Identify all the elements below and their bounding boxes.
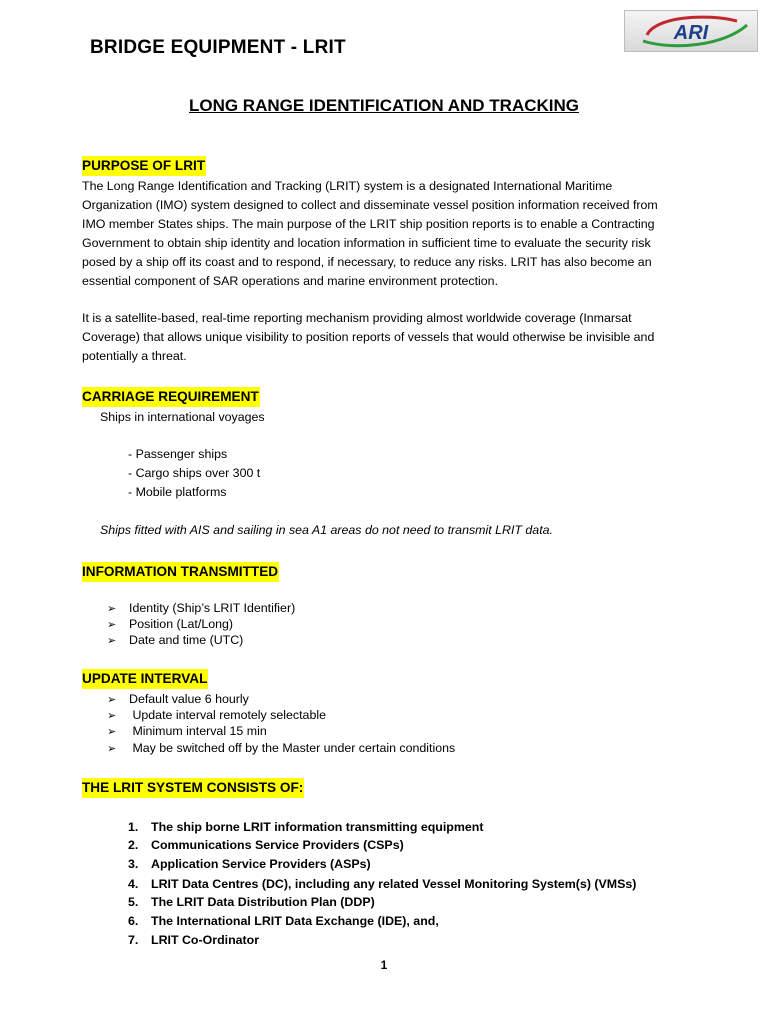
arrow-bullet-icon: ➢ <box>107 743 117 755</box>
carriage-item: - Passenger ships <box>128 447 228 461</box>
arrow-bullet-icon: ➢ <box>107 694 117 706</box>
list-item: ➢ Position (Lat/Long) <box>107 616 233 634</box>
list-item: ➢ Identity (Ship’s LRIT Identifier) <box>107 600 295 618</box>
arrow-bullet-icon: ➢ <box>107 726 117 738</box>
section-heading-purpose: PURPOSE OF LRIT <box>82 156 206 176</box>
page-title: BRIDGE EQUIPMENT - LRIT <box>90 37 346 58</box>
page-number: 1 <box>380 958 388 972</box>
list-item: ➢ Minimum interval 15 min <box>107 723 267 741</box>
numbered-item: 1. The ship borne LRIT information transmitting equipment <box>128 820 484 834</box>
numbered-item: 4. LRIT Data Centres (DC), including any related Vessel Monitoring System(s) (VMSs) <box>128 877 637 891</box>
numbered-item: 7. LRIT Co-Ordinator <box>128 933 260 947</box>
arrow-bullet-icon: ➢ <box>107 619 117 631</box>
list-item: ➢ Date and time (UTC) <box>107 632 243 650</box>
purpose-paragraph-2: It is a satellite-based, real-time reporting mechanism providing almost worldwide coverage (Inmarsat Coverage) that allows unique visibility to position reports of vessels that would otherwise be invisible and potentially a threat. <box>82 311 655 363</box>
ari-logo <box>624 10 758 52</box>
section-heading-update: UPDATE INTERVAL <box>82 669 208 689</box>
page-subtitle: LONG RANGE IDENTIFICATION AND TRACKING <box>188 96 580 115</box>
logo-text: ARI <box>673 22 709 44</box>
carriage-item: - Mobile platforms <box>128 485 227 499</box>
numbered-item: 5. The LRIT Data Distribution Plan (DDP) <box>128 895 375 909</box>
carriage-item: - Cargo ships over 300 t <box>128 466 261 480</box>
purpose-paragraph-1: The Long Range Identification and Tracking (LRIT) system is a designated International Maritime Organization (IMO) system designed to collect and disseminate vessel position information received from IMO member States ships. The main purpose of the LRIT ship position reports is to enable a Contracting Government to obtain ship identity and location information in sufficient time to evaluate the security risk posed by a ship off its coast and to respond, if necessary, to reduce any risks. LRIT has also become an essential component of SAR operations and marine environment protection. <box>82 179 658 288</box>
arrow-bullet-icon: ➢ <box>107 635 117 647</box>
carriage-intro: Ships in international voyages <box>100 410 265 424</box>
list-item: ➢ Update interval remotely selectable <box>107 707 326 725</box>
list-item: ➢ Default value 6 hourly <box>107 691 249 709</box>
arrow-bullet-icon: ➢ <box>107 710 117 722</box>
section-heading-information: INFORMATION TRANSMITTED <box>82 562 279 582</box>
carriage-note: Ships fitted with AIS and sailing in sea A1 areas do not need to transmit LRIT data. <box>100 523 553 537</box>
section-heading-system: THE LRIT SYSTEM CONSISTS OF: <box>82 778 304 798</box>
arrow-bullet-icon: ➢ <box>107 603 117 615</box>
list-item: ➢ May be switched off by the Master under certain conditions <box>107 740 455 758</box>
numbered-item: 6. The International LRIT Data Exchange (IDE), and, <box>128 914 439 928</box>
numbered-item: 3. Application Service Providers (ASPs) <box>128 857 371 871</box>
numbered-item: 2. Communications Service Providers (CSPs) <box>128 838 404 852</box>
section-heading-carriage: CARRIAGE REQUIREMENT <box>82 387 260 407</box>
